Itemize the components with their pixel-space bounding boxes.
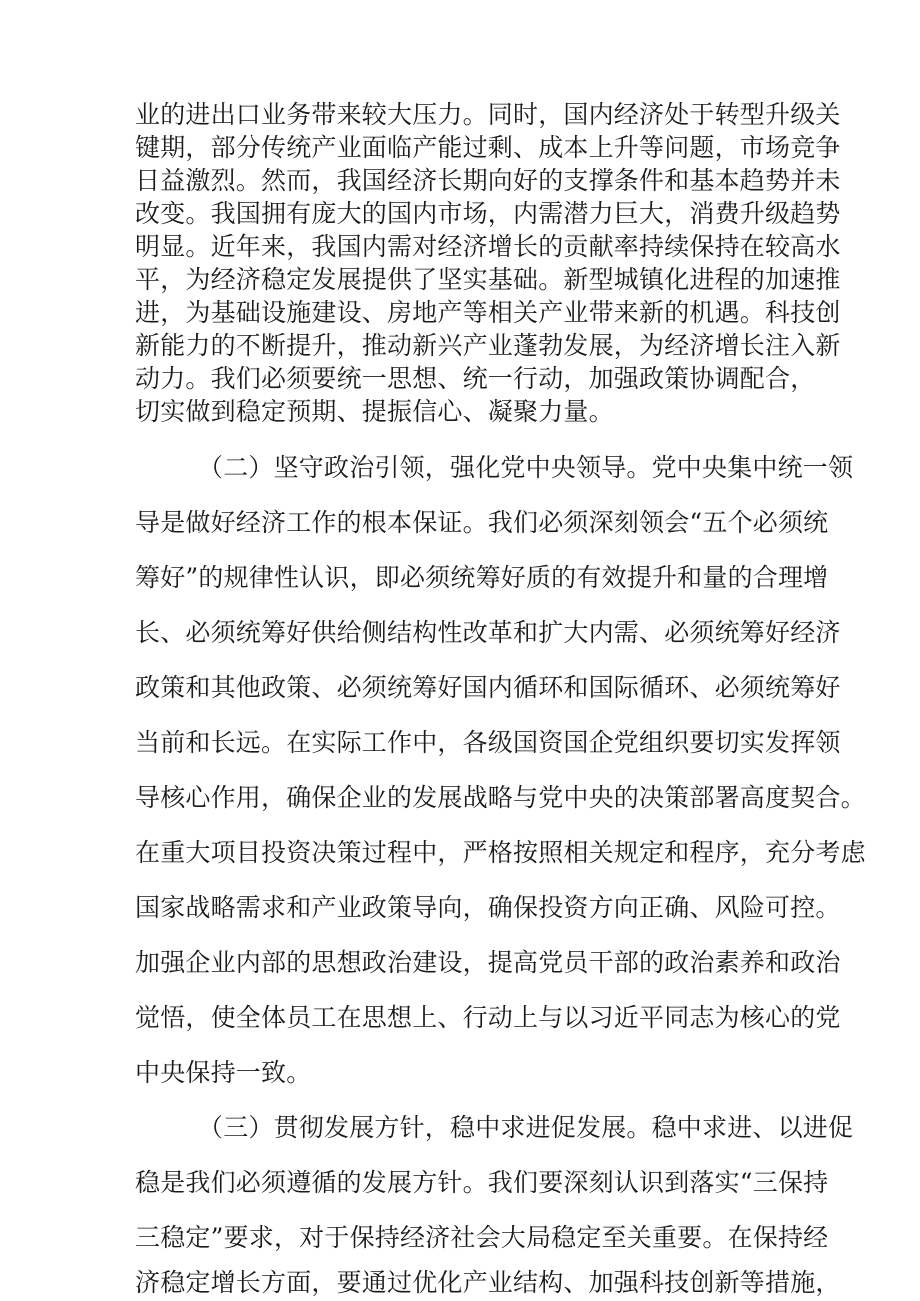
paragraph-line: 日益激烈。然而，我国经济长期向好的支撑条件和基本趋势并未: [135, 166, 841, 195]
paragraph-line: 进，为基础设施建设、房地产等相关产业带来新的机遇。科技创: [135, 298, 841, 327]
paragraph-line: 键期，部分传统产业面临产能过剩、成本上升等问题，市场竞争: [135, 133, 841, 162]
paragraph-line: 加强企业内部的思想政治建设，提高党员干部的政治素养和政治: [135, 948, 841, 977]
paragraph-line: 三稳定”要求，对于保持经济社会大局稳定至关重要。在保持经: [135, 1223, 829, 1252]
paragraph-line: 稳是我们必须遵循的发展方针。我们要深刻认识到落实“三保持: [135, 1168, 829, 1197]
paragraph-line: 在重大项目投资决策过程中，严格按照相关规定和程序，充分考虑: [135, 838, 866, 867]
paragraph-line: （二）坚守政治引领，强化党中央领导。党中央集中统一领: [198, 453, 854, 482]
paragraph-line: 切实做到稳定预期、提振信心、凝聚力量。: [135, 397, 614, 426]
paragraph-line: 业的进出口业务带来较大压力。同时，国内经济处于转型升级关: [135, 100, 841, 129]
paragraph-line: 新能力的不断提升，推动新兴产业蓬勃发展，为经济增长注入新: [135, 331, 841, 360]
paragraph-line: 当前和长远。在实际工作中，各级国资国企党组织要切实发挥领: [135, 728, 841, 757]
paragraph-line: （三）贯彻发展方针，稳中求进促发展。稳中求进、以进促: [198, 1113, 854, 1142]
paragraph-line: 导是做好经济工作的根本保证。我们必须深刻领会“五个必须统: [135, 508, 829, 537]
paragraph-line: 导核心作用，确保企业的发展战略与党中央的决策部署高度契合。: [135, 783, 866, 812]
paragraph-line: 长、必须统筹好供给侧结构性改革和扩大内需、必须统筹好经济: [135, 618, 841, 647]
paragraph-line: 觉悟，使全体员工在思想上、行动上与以习近平同志为核心的党: [135, 1003, 841, 1032]
paragraph-line: 政策和其他政策、必须统筹好国内循环和国际循环、必须统筹好: [135, 673, 841, 702]
paragraph-line: 国家战略需求和产业政策导向，确保投资方向正确、风险可控。: [135, 893, 841, 922]
paragraph-line: 平，为经济稳定发展提供了坚实基础。新型城镇化进程的加速推: [135, 265, 841, 294]
paragraph-line: 明显。近年来，我国内需对经济增长的贡献率持续保持在较高水: [135, 232, 841, 261]
paragraph-line: 改变。我国拥有庞大的国内市场，内需潜力巨大，消费升级趋势: [135, 199, 841, 228]
paragraph-line: 中央保持一致。: [135, 1058, 312, 1087]
paragraph-line: 筹好”的规律性认识，即必须统筹好质的有效提升和量的合理增: [135, 563, 829, 592]
paragraph-line: 动力。我们必须要统一思想、统一行动，加强政策协调配合，: [135, 364, 816, 393]
paragraph-line: 济稳定增长方面，要通过优化产业结构、加强科技创新等措施，: [135, 1268, 841, 1297]
